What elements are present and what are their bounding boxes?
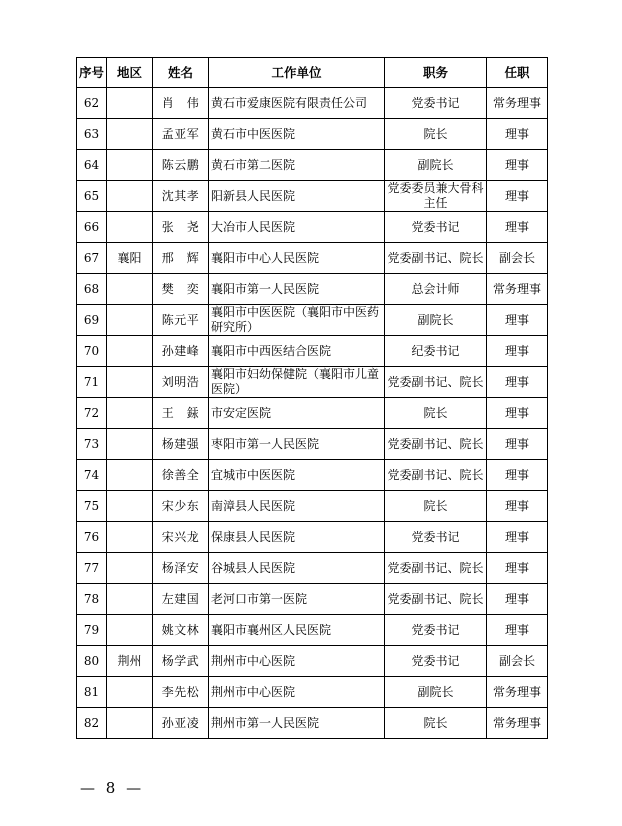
- header-no: 序号: [77, 58, 107, 88]
- cell-unit: 黄石市中医医院: [209, 119, 385, 150]
- cell-name: 邢 辉: [153, 243, 209, 274]
- cell-unit: 大冶市人民医院: [209, 212, 385, 243]
- cell-position: 院长: [385, 491, 487, 522]
- cell-role: 理事: [487, 305, 548, 336]
- cell-region: 襄阳: [107, 243, 153, 274]
- cell-role: 理事: [487, 491, 548, 522]
- cell-position: 总会计师: [385, 274, 487, 305]
- table-row: [77, 553, 548, 584]
- cell-role: 副会长: [487, 646, 548, 677]
- cell-unit: 谷城县人民医院: [209, 553, 385, 584]
- header-role: 任职: [487, 58, 548, 88]
- cell-unit: 襄阳市中心人民医院: [209, 243, 385, 274]
- cell-region: [107, 615, 153, 646]
- cell-no: 73: [77, 429, 107, 460]
- cell-no: 76: [77, 522, 107, 553]
- header-unit: 工作单位: [209, 58, 385, 88]
- cell-unit: 老河口市第一医院: [209, 584, 385, 615]
- cell-region: [107, 522, 153, 553]
- cell-region: [107, 150, 153, 181]
- cell-role: 常务理事: [487, 708, 548, 739]
- cell-no: 62: [77, 88, 107, 119]
- cell-name: 沈其孝: [153, 181, 209, 212]
- cell-name: 孙建峰: [153, 336, 209, 367]
- cell-name: 杨建强: [153, 429, 209, 460]
- table-row: [77, 274, 548, 305]
- cell-region: [107, 336, 153, 367]
- cell-position: 党委书记: [385, 615, 487, 646]
- page-number: — 8 —: [80, 779, 145, 797]
- cell-region: [107, 398, 153, 429]
- cell-no: 63: [77, 119, 107, 150]
- cell-role: 理事: [487, 460, 548, 491]
- table-row: [77, 491, 548, 522]
- cell-unit: 襄阳市中医医院（襄阳市中医药研究所）: [209, 305, 385, 336]
- table-row: [77, 429, 548, 460]
- cell-position: 党委书记: [385, 212, 487, 243]
- cell-position: 党委副书记、院长: [385, 553, 487, 584]
- cell-role: 理事: [487, 398, 548, 429]
- cell-position: 党委副书记、院长: [385, 367, 487, 398]
- cell-position: 党委书记: [385, 646, 487, 677]
- cell-name: 陈云鹏: [153, 150, 209, 181]
- cell-name: 樊 奕: [153, 274, 209, 305]
- table-row: [77, 615, 548, 646]
- cell-role: 理事: [487, 336, 548, 367]
- cell-position: 院长: [385, 398, 487, 429]
- cell-name: 左建国: [153, 584, 209, 615]
- table-row: [77, 460, 548, 491]
- cell-no: 66: [77, 212, 107, 243]
- cell-role: 理事: [487, 553, 548, 584]
- cell-role: 理事: [487, 615, 548, 646]
- cell-role: 理事: [487, 429, 548, 460]
- cell-region: [107, 708, 153, 739]
- cell-role: 常务理事: [487, 274, 548, 305]
- cell-position: 副院长: [385, 677, 487, 708]
- cell-unit: 荆州市中心医院: [209, 677, 385, 708]
- cell-role: 理事: [487, 367, 548, 398]
- cell-no: 65: [77, 181, 107, 212]
- header-name: 姓名: [153, 58, 209, 88]
- cell-role: 副会长: [487, 243, 548, 274]
- cell-region: [107, 460, 153, 491]
- table-row: [77, 677, 548, 708]
- table-row: [77, 336, 548, 367]
- cell-name: 肖 伟: [153, 88, 209, 119]
- cell-region: [107, 88, 153, 119]
- cell-name: 李先松: [153, 677, 209, 708]
- cell-position: 党委书记: [385, 88, 487, 119]
- cell-position: 党委书记: [385, 522, 487, 553]
- cell-role: 理事: [487, 522, 548, 553]
- cell-no: 67: [77, 243, 107, 274]
- table-row: [77, 367, 548, 398]
- cell-position: 副院长: [385, 305, 487, 336]
- cell-role: 理事: [487, 119, 548, 150]
- cell-name: 孟亚军: [153, 119, 209, 150]
- cell-region: [107, 305, 153, 336]
- table-row: [77, 584, 548, 615]
- table-row: [77, 181, 548, 212]
- cell-no: 81: [77, 677, 107, 708]
- cell-region: 荆州: [107, 646, 153, 677]
- cell-name: 刘明浩: [153, 367, 209, 398]
- cell-unit: 市安定医院: [209, 398, 385, 429]
- cell-position: 党委副书记、院长: [385, 429, 487, 460]
- cell-unit: 保康县人民医院: [209, 522, 385, 553]
- cell-no: 77: [77, 553, 107, 584]
- cell-region: [107, 119, 153, 150]
- cell-region: [107, 274, 153, 305]
- cell-name: 宋少东: [153, 491, 209, 522]
- cell-region: [107, 584, 153, 615]
- cell-position: 党委副书记、院长: [385, 460, 487, 491]
- cell-no: 71: [77, 367, 107, 398]
- table-row: [77, 398, 548, 429]
- cell-region: [107, 491, 153, 522]
- table-row: [77, 522, 548, 553]
- cell-name: 姚文林: [153, 615, 209, 646]
- cell-unit: 宜城市中医医院: [209, 460, 385, 491]
- cell-role: 常务理事: [487, 677, 548, 708]
- cell-name: 王 銾: [153, 398, 209, 429]
- cell-position: 纪委书记: [385, 336, 487, 367]
- cell-position: 党委委员兼大骨科主任: [385, 181, 487, 212]
- cell-region: [107, 677, 153, 708]
- cell-unit: 黄石市爱康医院有限责任公司: [209, 88, 385, 119]
- cell-unit: 荆州市第一人民医院: [209, 708, 385, 739]
- cell-no: 78: [77, 584, 107, 615]
- table-row: [77, 708, 548, 739]
- cell-no: 80: [77, 646, 107, 677]
- table-row: [77, 150, 548, 181]
- table-row: [77, 305, 548, 336]
- table-row: [77, 646, 548, 677]
- table-body: [77, 88, 548, 739]
- cell-no: 69: [77, 305, 107, 336]
- cell-unit: 黄石市第二医院: [209, 150, 385, 181]
- cell-position: 院长: [385, 119, 487, 150]
- cell-unit: 襄阳市第一人民医院: [209, 274, 385, 305]
- cell-region: [107, 212, 153, 243]
- cell-role: 理事: [487, 150, 548, 181]
- cell-position: 党委副书记、院长: [385, 584, 487, 615]
- cell-unit: 荆州市中心医院: [209, 646, 385, 677]
- cell-role: 理事: [487, 584, 548, 615]
- cell-unit: 南漳县人民医院: [209, 491, 385, 522]
- cell-role: 常务理事: [487, 88, 548, 119]
- cell-role: 理事: [487, 212, 548, 243]
- cell-no: 70: [77, 336, 107, 367]
- cell-name: 陈元平: [153, 305, 209, 336]
- cell-name: 杨泽安: [153, 553, 209, 584]
- cell-region: [107, 181, 153, 212]
- cell-unit: 襄阳市妇幼保健院（襄阳市儿童医院）: [209, 367, 385, 398]
- cell-unit: 枣阳市第一人民医院: [209, 429, 385, 460]
- cell-no: 72: [77, 398, 107, 429]
- cell-no: 75: [77, 491, 107, 522]
- cell-no: 74: [77, 460, 107, 491]
- cell-position: 院长: [385, 708, 487, 739]
- table-row: [77, 243, 548, 274]
- table-row: [77, 88, 548, 119]
- cell-unit: 襄阳市襄州区人民医院: [209, 615, 385, 646]
- table-header-row: [77, 58, 548, 88]
- member-table: [76, 57, 548, 739]
- cell-no: 82: [77, 708, 107, 739]
- header-region: 地区: [107, 58, 153, 88]
- cell-no: 64: [77, 150, 107, 181]
- cell-name: 杨学武: [153, 646, 209, 677]
- cell-no: 79: [77, 615, 107, 646]
- cell-position: 党委副书记、院长: [385, 243, 487, 274]
- cell-role: 理事: [487, 181, 548, 212]
- cell-region: [107, 429, 153, 460]
- cell-name: 张 尧: [153, 212, 209, 243]
- cell-unit: 阳新县人民医院: [209, 181, 385, 212]
- cell-unit: 襄阳市中西医结合医院: [209, 336, 385, 367]
- cell-name: 孙亚凌: [153, 708, 209, 739]
- cell-position: 副院长: [385, 150, 487, 181]
- cell-no: 68: [77, 274, 107, 305]
- cell-region: [107, 367, 153, 398]
- cell-name: 徐善全: [153, 460, 209, 491]
- cell-name: 宋兴龙: [153, 522, 209, 553]
- table-row: [77, 119, 548, 150]
- cell-region: [107, 553, 153, 584]
- table-row: [77, 212, 548, 243]
- header-position: 职务: [385, 58, 487, 88]
